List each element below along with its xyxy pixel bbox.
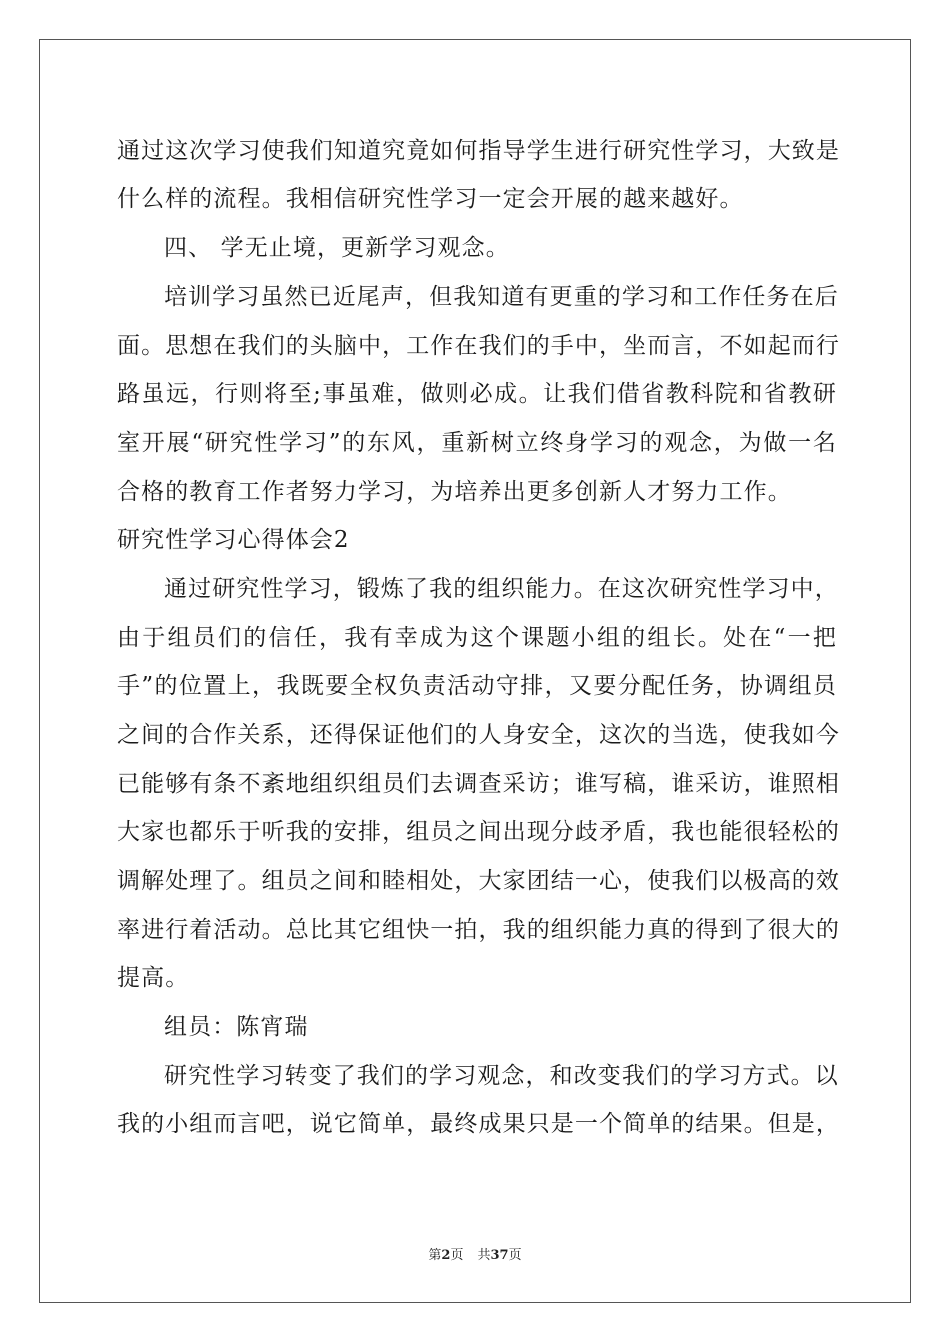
text-line: 培训学习虽然已近尾声，但我知道有更重的学习和工作任务在后 — [164, 284, 839, 310]
text-line: 之间的合作关系，还得保证他们的人身安全，这次的当选，使我如今 — [117, 722, 840, 748]
text-line: 大家也都乐于听我的安排，组员之间出现分歧矛盾，我也能很轻松的 — [117, 819, 840, 845]
page-prefix: 第 — [428, 1248, 442, 1263]
text-line: 组员：陈宵瑞 — [164, 1014, 309, 1040]
text-line: 提高。 — [117, 965, 190, 991]
article-title: 研究性学习心得体会2 — [117, 527, 350, 553]
text-line: 通过研究性学习，锻炼了我的组织能力。在这次研究性学习中， — [164, 576, 839, 602]
page-suffix: 页 — [450, 1248, 464, 1263]
text-line: 我的小组而言吧，说它简单，最终成果只是一个简单的结果。但是， — [117, 1111, 840, 1137]
text-line: 什么样的流程。我相信研究性学习一定会开展的越来越好。 — [117, 186, 744, 212]
total-prefix: 共 — [477, 1248, 491, 1263]
text-line: 手”的位置上，我既要全权负责活动守排，又要分配任务，协调组员 — [117, 673, 837, 699]
total-pages: 37 — [490, 1248, 509, 1263]
text-line: 由于组员们的信任，我有幸成为这个课题小组的组长。处在“一把 — [117, 625, 837, 651]
text-line: 路虽远，行则将至;事虽难，做则必成。让我们借省教科院和省教研 — [117, 381, 837, 407]
text-line: 研究性学习转变了我们的学习观念，和改变我们的学习方式。以 — [164, 1063, 839, 1089]
text-line: 已能够有条不紊地组织组员们去调查采访；谁写稿，谁采访，谁照相 — [117, 771, 840, 797]
text-line: 合格的教育工作者努力学习，为培养出更多创新人才努力工作。 — [117, 479, 792, 505]
text-line: 面。思想在我们的头脑中，工作在我们的手中，坐而言，不如起而行 — [117, 333, 840, 359]
page-footer — [0, 1247, 950, 1265]
text-line: 室开展“研究性学习”的东风，重新树立终身学习的观念，为做一名 — [117, 430, 837, 456]
section-heading: 四、 学无止境，更新学习观念。 — [164, 235, 510, 261]
text-line: 通过这次学习使我们知道究竟如何指导学生进行研究性学习，大致是 — [117, 138, 840, 164]
page-number: 2 — [441, 1248, 451, 1263]
text-line: 调解处理了。组员之间和睦相处，大家团结一心，使我们以极高的效 — [117, 868, 840, 894]
total-suffix: 页 — [508, 1248, 522, 1263]
text-line: 率进行着活动。总比其它组快一拍，我的组织能力真的得到了很大的 — [117, 917, 840, 943]
